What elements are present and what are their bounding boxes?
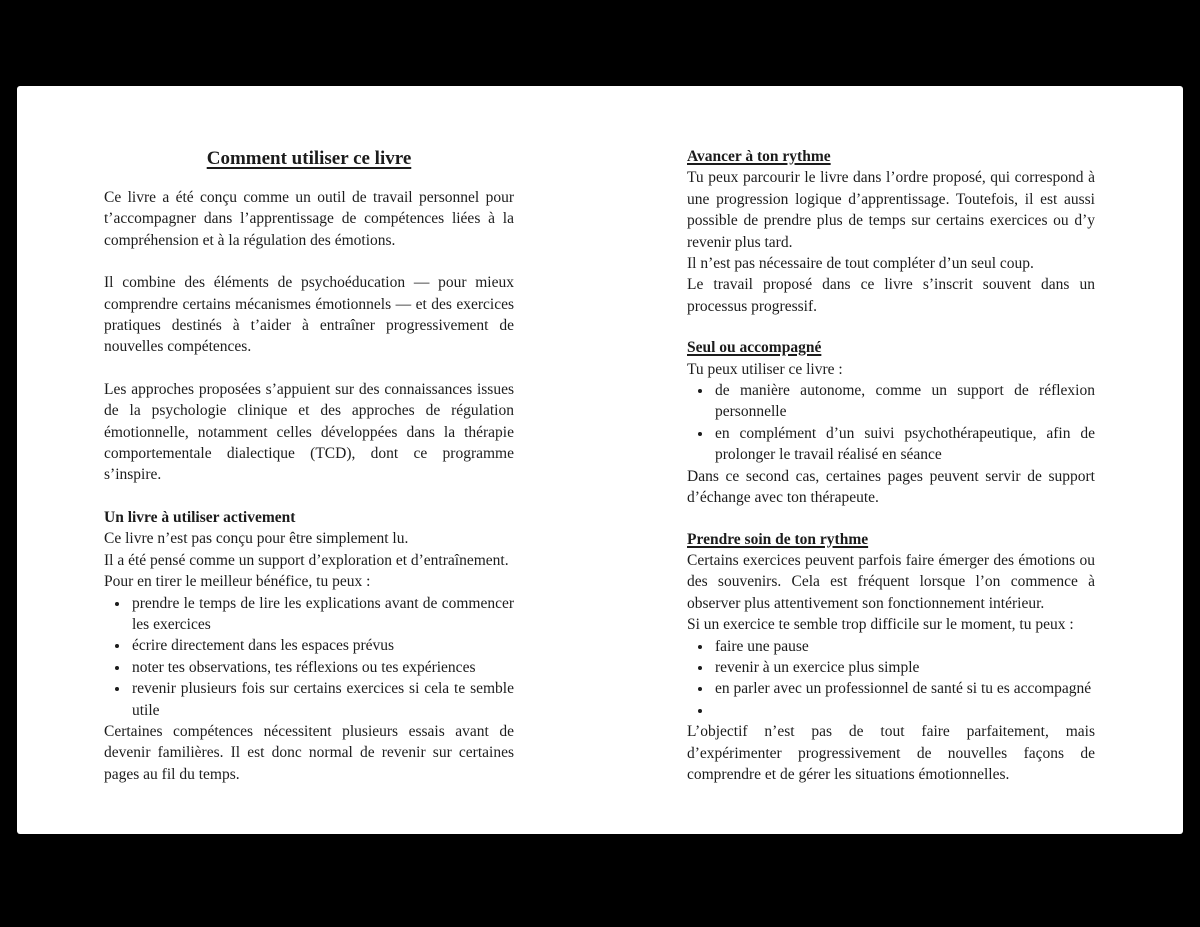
bullet-list xyxy=(687,636,1095,722)
paragraph-line: Pour en tirer le meilleur bénéfice, tu peux : xyxy=(104,573,371,591)
left-column xyxy=(104,146,514,805)
section-heading: Un livre à utiliser activement xyxy=(104,508,296,526)
section-own-pace xyxy=(687,146,1095,317)
paragraph-line: Si un exercice te semble trop difficile sur le moment, tu peux : xyxy=(687,616,1074,634)
bullet-item: • noter tes observations, tes réflexions ou tes expériences xyxy=(130,657,514,678)
paragraph: Les approches proposées s’appuient sur des connaissances issues de la psychologie clinique et des approches de régulation émotionnelle, notamment celles développées dans la thérapie comportementale dialectique (TCD), dont ce programme s’inspire. xyxy=(104,380,514,484)
bullet-item: • revenir à un exercice plus simple xyxy=(713,657,1095,678)
bullet-item: • en complément d’un suivi psychothérapeutique, afin de prolonger le travail réalisé en séance xyxy=(713,423,1095,466)
paragraph-line: Il n’est pas nécessaire de tout compléter d’un seul coup. xyxy=(687,255,1034,273)
document-page xyxy=(17,86,1183,834)
bullet-item: • écrire directement dans les espaces prévus xyxy=(130,635,514,656)
paragraph: Certains exercices peuvent parfois faire émerger des émotions ou des souvenirs. Cela est fréquent lorsque l’on commence à observer plus attentivement son fonctionnement intérieur. xyxy=(687,551,1095,612)
section-heading: Prendre soin de ton rythme xyxy=(687,530,869,548)
bullet-item: • faire une pause xyxy=(713,636,1095,657)
paragraph-line: Le travail proposé dans ce livre s’inscrit souvent dans un processus progressif. xyxy=(687,276,1095,315)
document-title xyxy=(104,146,514,171)
paragraph-line: Ce livre n’est pas conçu pour être simplement lu. xyxy=(104,530,409,548)
section-take-care-of-pace xyxy=(687,529,1095,786)
section-alone-or-accompanied xyxy=(687,337,1095,508)
bullet-item: • revenir plusieurs fois sur certains exercices si cela te semble utile xyxy=(130,678,514,721)
section-heading: Seul ou accompagné xyxy=(687,339,822,357)
paragraph-line: Il a été pensé comme un support d’exploration et d’entraînement. xyxy=(104,551,509,569)
document-title-text: Comment utiliser ce livre xyxy=(206,148,412,169)
section-heading: Avancer à ton rythme xyxy=(687,148,831,165)
bullet-item: • en parler avec un professionnel de santé si tu es accompagné xyxy=(713,678,1095,699)
paragraph: Ce livre a été conçu comme un outil de travail personnel pour t’accompagner dans l’apprentissage de compétences liées à la compréhension et à la régulation des émotions. xyxy=(104,189,514,249)
bullet-item xyxy=(713,700,1095,721)
bullet-item: • de manière autonome, comme un support de réflexion personnelle xyxy=(713,380,1095,423)
bullet-item: • prendre le temps de lire les explications avant de commencer les exercices xyxy=(130,593,514,636)
paragraph: Tu peux parcourir le livre dans l’ordre proposé, qui correspond à une progression logique d’apprentissage. Toutefois, il est aussi possible de prendre plus de temps sur certains exercices ou d’y revenir plus tard. xyxy=(687,169,1095,251)
paragraph-line: Tu peux utiliser ce livre : xyxy=(687,360,843,378)
bullet-list xyxy=(687,380,1095,466)
paragraph: Il combine des éléments de psychoéducation — pour mieux comprendre certains mécanismes émotionnels — et des exercices pratiques destinés à t’aider à entraîner progressivement de nouvelles compétences. xyxy=(104,274,514,356)
paragraph: Dans ce second cas, certaines pages peuvent servir de support d’échange avec ton thérapeute. xyxy=(687,467,1095,507)
section-use-actively xyxy=(104,507,514,785)
bullet-list xyxy=(104,593,514,721)
right-column xyxy=(687,146,1095,805)
paragraph: Certaines compétences nécessitent plusieurs essais avant de devenir familières. Il est donc normal de revenir sur certaines pages au fil du temps. xyxy=(104,722,514,783)
paragraph: L’objectif n’est pas de tout faire parfaitement, mais d’expérimenter progressivement de nouvelles façons de comprendre et de gérer les situations émotionnelles. xyxy=(687,723,1095,783)
